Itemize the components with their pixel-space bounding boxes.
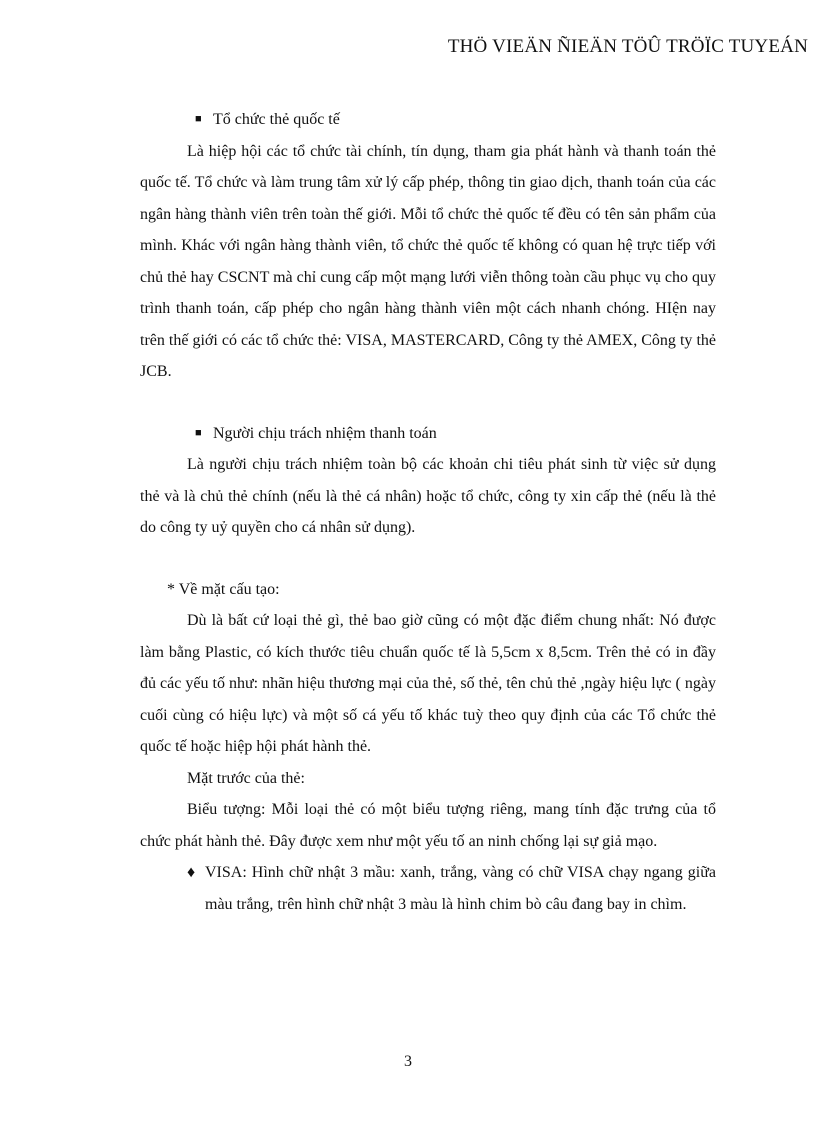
section-heading-payer <box>140 418 716 450</box>
section-heading-intl-org <box>140 104 716 136</box>
diamond-bullet-icon: ♦ <box>187 864 196 881</box>
visa-text: VISA: Hình chữ nhật 3 mầu: xanh, trắng, vàng có chữ VISA chạy ngang giữa màu trắng, trên hình chữ nhật 3 màu là hình chim bò câu đang bay in chìm. <box>205 864 716 913</box>
paragraph-payer: Là người chịu trách nhiệm toàn bộ các khoản chi tiêu phát sinh từ việc sử dụng thẻ và là chủ thẻ chính (nếu là thẻ cá nhân) hoặc tổ chức, công ty xin cấp thẻ (nếu là thẻ do công ty uỷ quyền cho cá nhân sử dụng). <box>140 456 716 536</box>
paragraph-front-label: Mặt trước của thẻ: <box>187 769 305 787</box>
square-bullet-icon: ■ <box>195 113 202 125</box>
paragraph-structure: Dù là bất cứ loại thẻ gì, thẻ bao giờ cũng có một đặc điểm chung nhất: Nó được làm bằng Plastic, có kích thước tiêu chuẩn quốc tế là 5,5cm x 8,5cm. Trên thẻ có in đầy đủ các yếu tố như: nhãn hiệu thương mại của thẻ, số thẻ, tên chủ thẻ ,ngày hiệu lực ( ngày cuối cùng có hiệu lực) và một số cá yếu tố khác tuỳ theo quy định của các Tổ chức thẻ quốc tế hoặc hiệp hội phát hành thẻ. <box>140 612 716 755</box>
page-body <box>140 104 716 920</box>
square-bullet-icon: ■ <box>195 426 202 439</box>
list-item-visa <box>140 857 716 920</box>
paragraph-logo: Biểu tượng: Mỗi loại thẻ có một biểu tượng riêng, mang tính đặc trưng của tổ chức phát hành thẻ. Đây được xem như một yếu tố an ninh chống lại sự giả mạo. <box>140 801 716 850</box>
running-header: THÖ VIEÄN ÑIEÄN TÖÛ TRÖÏC TUYEÁN <box>447 36 808 57</box>
section-heading-structure: * Về mặt cấu tạo: <box>167 580 280 598</box>
heading-text: Tổ chức thẻ quốc tế <box>213 111 340 128</box>
page-number: 3 <box>404 1053 412 1070</box>
paragraph-intl-org: Là hiệp hội các tổ chức tài chính, tín dụng, tham gia phát hành và thanh toán thẻ quốc tế. Tổ chức và làm trung tâm xử lý cấp phép, thông tin giao dịch, thanh toán của các ngân hàng thành viên trên toàn thế giới. Mỗi tổ chức thẻ quốc tế đều có tên sản phẩm của mình. Khác với ngân hàng thành viên, tổ chức thẻ quốc tế không có quan hệ trực tiếp với chủ thẻ hay CSCNT mà chỉ cung cấp một mạng lưới viễn thông toàn cầu phục vụ cho quy trình thanh toán, cấp phép cho ngân hàng thành viên một cách nhanh chóng. HIện nay trên thế giới có các tổ chức thẻ: VISA, MASTERCARD, Công ty thẻ AMEX, Công ty thẻ JCB. <box>140 142 716 380</box>
heading-text: Người chịu trách nhiệm thanh toán <box>213 424 437 442</box>
